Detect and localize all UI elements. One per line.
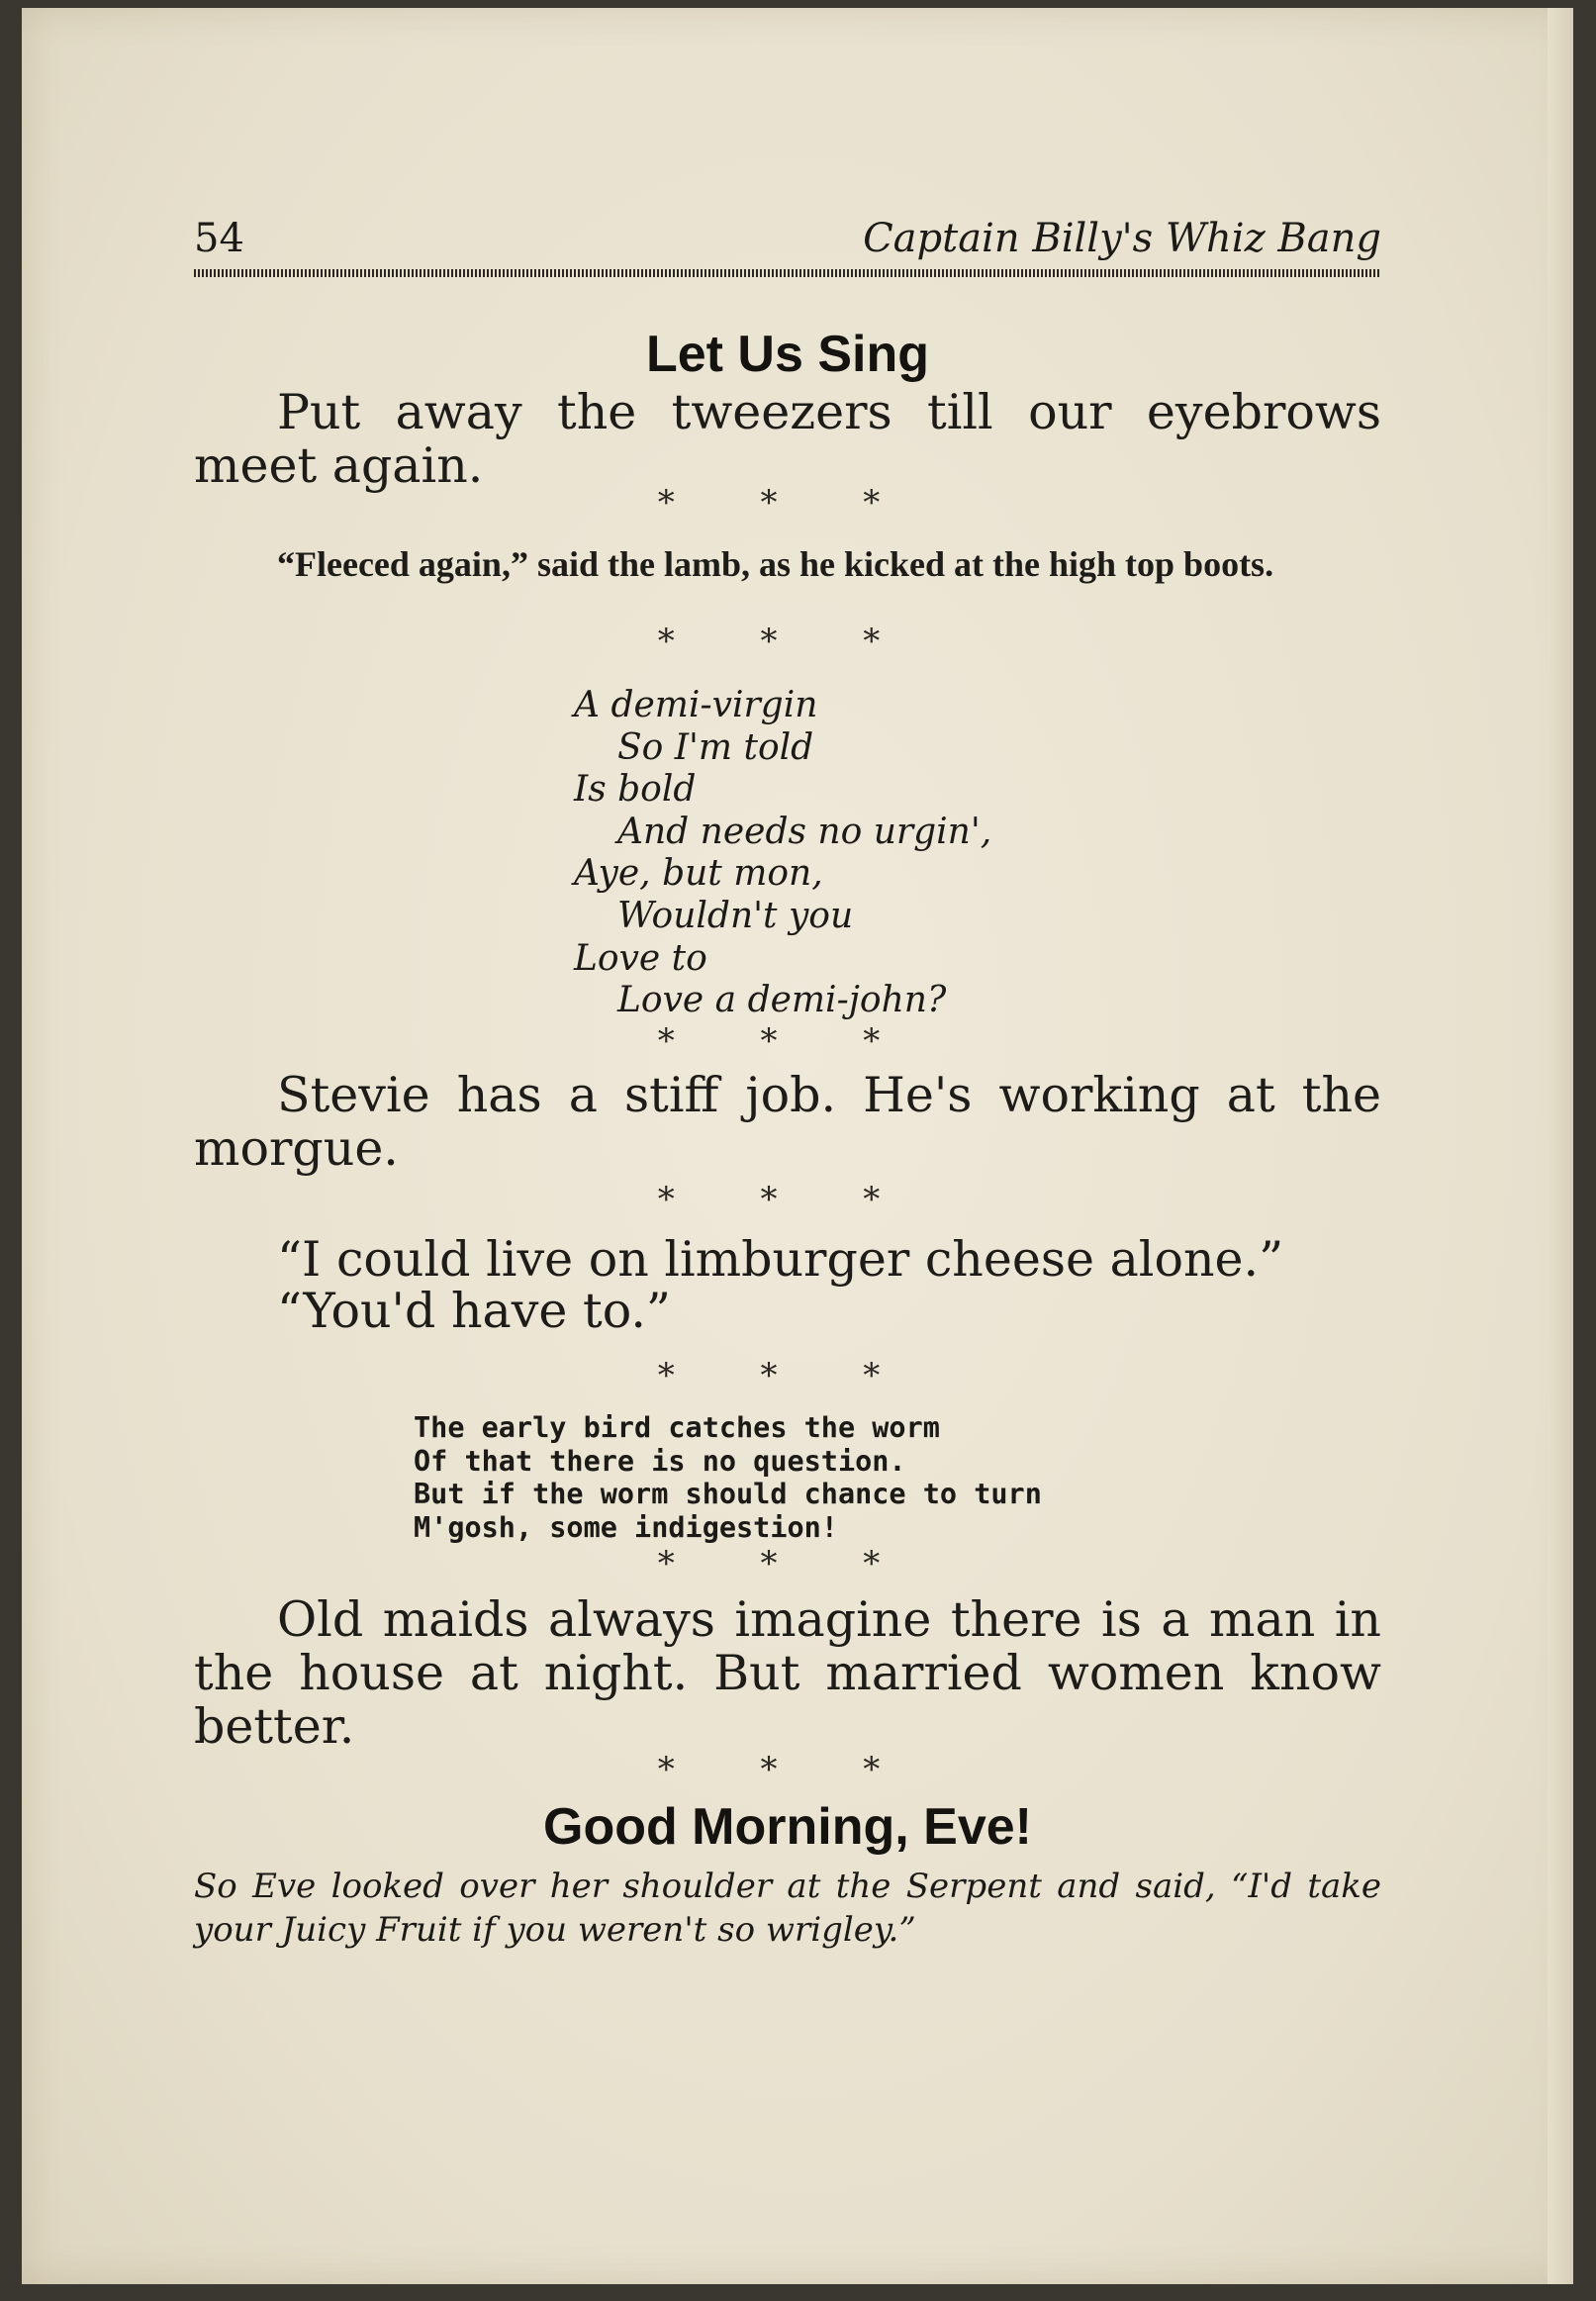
section-title-let-us-sing: Let Us Sing [645,326,930,383]
page-header [194,216,1381,265]
poem-line: Aye, but mon, [574,853,823,895]
page-edge [1548,8,1573,2284]
poem-line: The early bird catches the worm [414,1411,940,1444]
poem-line: Is bold [574,769,697,811]
joke-let-us-sing: Put away the tweezers till our eyebrows meet again. [194,384,1381,494]
poem-line: And needs no urgin', [617,811,992,852]
poem-line: M'gosh, some indigestion! [414,1510,838,1544]
joke-fleeced: “Fleeced again,” said the lamb, as he kicked at the high top boots. [277,544,1274,584]
poem-early-bird [414,1411,1042,1544]
poem-line: Love a demi-john? [617,980,947,1021]
separator-2: * * * [657,622,918,661]
joke-good-morning-eve: So Eve looked over her shoulder at the Serpent and said, “I'd take your Juicy Fruit if you weren't so wrigley.” [194,1867,1381,1950]
joke-limburger-line-1: “I could live on limburger cheese alone.” [277,1231,1284,1288]
poem-line: Love to [574,937,707,979]
poem-line: A demi-virgin [574,685,818,725]
separator-4: * * * [657,1180,918,1219]
poem-demi-virgin [574,685,991,1022]
separator-1: * * * [657,483,918,523]
separator-3: * * * [657,1021,918,1061]
separator-7: * * * [657,1750,918,1789]
poem-line: Wouldn't you [617,895,854,936]
poem-line: But if the worm should chance to turn [414,1478,1042,1510]
page-number: 54 [194,216,244,261]
header-rule [194,269,1381,277]
poem-line: So I'm told [617,726,814,768]
running-title: Captain Billy's Whiz Bang [863,216,1381,261]
section-title-good-morning-eve: Good Morning, Eve! [543,1798,1032,1856]
joke-limburger-line-2: “You'd have to.” [277,1283,671,1339]
separator-5: * * * [657,1356,918,1395]
joke-old-maids: Old maids always imagine there is a man in the house at night. But married women know better. [194,1591,1381,1755]
separator-6: * * * [657,1544,918,1583]
poem-line: Of that there is no question. [414,1444,906,1478]
joke-stevie: Stevie has a stiff job. He's working at the morgue. [194,1067,1381,1177]
